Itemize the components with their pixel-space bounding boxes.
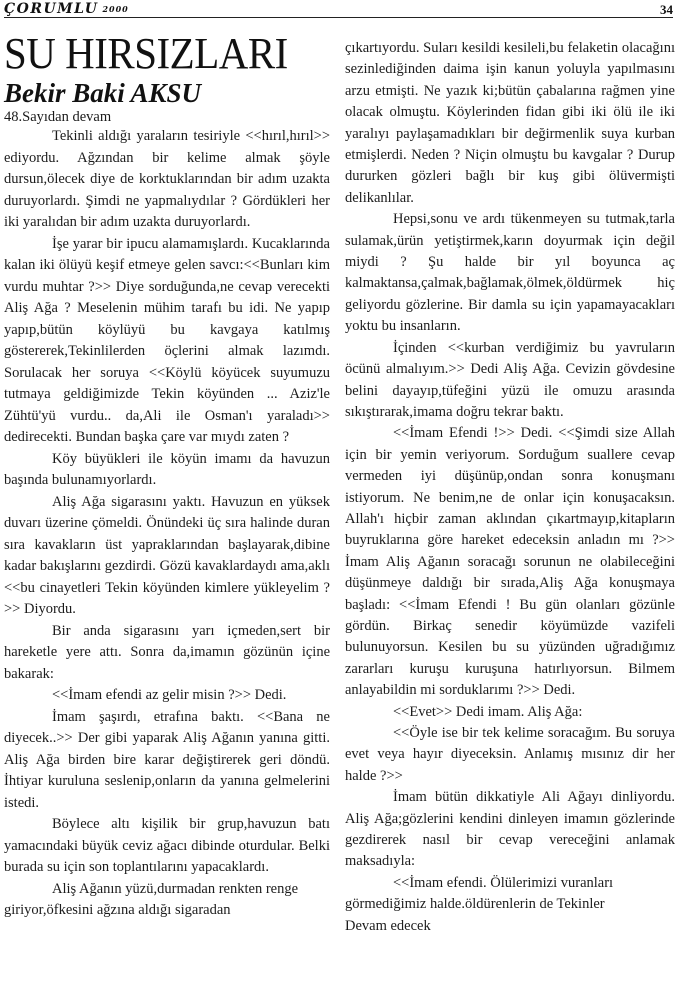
paragraph: İmam şaşırdı, etrafına baktı. <<Bana ne diyecek..>> Der gibi yaparak Aliş Ağanın yanına gitti. Aliş Ağa birden bire karar değiştirerek geri döndü. İhtiyar kuruluna seslenip,onların da yanına gelmelerini istedi. [4,708,330,811]
paragraph: İçinden <<kurban verdiğimiz bu yavruların öcünü almalıyım.>> Dedi Aliş Ağa. Cevizin gövdesine belini dayayıp,tüfeğini yüzü ile omuzu arasında sıkıştırarak,imama doğru tekrar baktı. [345,339,675,420]
paragraph: İşe yarar bir ipucu alamamışlardı. Kucaklarında kalan iki ölüyü keşif etmeye gelen savcı:<<Bunları kim vurdu muhtar ?>> Diye sorduğunda,ne cevap verecekti Aliş Ağa ? Meselenin mühim tarafı bu idi. Ne yapıp yapıp,bütün köylüyü bu kavgaya katılmış göstererek,Tekinlilerden öçlerini almak lazımdı. Sorulacak her soruya <<Köylü köyücek suyumuzu tutmaya geldiğimizde Tekin köyünden ... Aziz'le Zühtü'yü vurdu.. da,Ali ile Osman'ı yaraladı>> dedirecekti. Bundan başka çare var mıydı zaten ? [4,235,330,445]
paragraph: <<İmam efendi az gelir misin ?>> Dedi. [52,687,287,703]
paragraph: Aliş Ağanın yüzü,durmadan renkten renge giriyor,öfkesini ağzına aldığı sigaradan [4,880,299,918]
right-column [345,38,675,937]
paragraph: <<İmam efendi. Ölülerimizi vuranları görmediğimiz halde.öldürenlerin de Tekinler [345,874,614,913]
page-header [4,0,673,19]
header-rule [4,17,673,18]
paragraph: Köy büyükleri ile köyün imamı da havuzun başında bulunamıyorlardı. [4,450,330,488]
paragraph: çıkartıyordu. Suları kesildi kesileli,bu felaketin olacağını sezinlediğinden daima işin kanun yoluyla yapılmasını arzu etmişti. Ne yazık ki;bütün çabalarına rağmen yine olacak olmuştu. Köylerinden fidan gibi iki ölü ile iki yaralıyı paylaşamadıkları bir değirmenlik suya kurban etmişlerdi. Neden ? Niçin olmuştu bu kavgalar ? Durup dururken gözleri bağlı bir kuş gibi ölüvermişti delikanlılar. [345,40,675,206]
to-be-continued: Devam edecek [345,917,431,934]
paragraph: Hepsi,sonu ve ardı tükenmeyen su tutmak,tarla sulamak,ürün yetiştirmek,karın doyurmak için değil miydi ? Şu halde bir yıl boyunca aç kalmaktansa,çalmak,bağlamak,ölmek,öldürmek hiç geliyordu gözlerine. Bir damla su için yapamayacakları yoktu bu insanların. [345,211,675,335]
article-title: SU HIRSIZLARI [4,29,288,78]
paragraph: Aliş Ağa sigarasını yaktı. Havuzun en yüksek duvarı üzerine çömeldi. Önündeki üç sıra halinde duran sıra kavakların üst yapraklarından başlayarak,dibine kadar bakışlarını gezdirdi. Gözü kavaklardaydı ama,aklı <<bu cinayetleri Tekin köyünden kimlere yükleyelim ?>> Diyordu. [4,493,330,617]
paragraph: <<İmam Efendi !>> Dedi. <<Şimdi size Allah için bir yemin veriyorum. Sorduğum suallere cevap vermeden iyi düşünüp,ondan sonra konuşmanı istiyorum. Ne benim,ne de onlar için konuşacaksın. Allah'ı hiçbir zaman aklından çıkartmayıp,kitapların buyruklarına göre hareket edeceksin anladın mı ?>> İmam Aliş Ağanın soracağı sorunun ne olabileceğini düşünmeye daldığı bir sırada,Aliş Ağa konuşmaya başladı: <<İmam Efendi ! Bu gün olanları gözünle gördün. Birkaç senedir köyümüzde vazifeli bulunuyorsun. Kesilen bu su yüzünden uğradığımız zararları kuruşu kuruşuna hatırlıyorsun. Bilmem anlayabildin mi sorduklarımı ?>> Dedi. [345,425,675,699]
magazine-logo [4,1,129,17]
article-author: Bekir Baki AKSU [4,78,202,108]
paragraph: Bir anda sigarasını yarı içmeden,sert bir hareketle yere attı. Sonra da,imamın gözünün içine bakarak: [4,622,330,682]
left-column [4,29,330,922]
paragraph: <<Öyle ise bir tek kelime soracağım. Bu soruya evet veya hayır diyeceksin. Anlamış mısınız dir her halde ?>> [345,725,675,784]
page-number: 34 [660,2,673,17]
logo-text: ÇORUMLU [4,1,99,17]
paragraph: Böylece altı kişilik bir grup,havuzun batı yamacındaki büyük ceviz ağacı dibinde oturdular. Belki burada su için son toplantılarını yapacaklardı. [4,816,330,875]
continuation-note: 48.Sayıdan devam [4,109,112,125]
paragraph: İmam bütün dikkatiyle Ali Ağayı dinliyordu. Aliş Ağa;gözlerini kendini dinleyen imamın gözlerinde gezdirerek nasıl bir cevap vereceğini anlamak maksadıyla: [345,789,675,870]
paragraph: Tekinli aldığı yaraların tesiriyle <<hırıl,hırıl>> ediyordu. Ağzından bir kelime almak şöyle dursun,ölecek diye de korktuklarından bir adım uzakta duruyorlardı. Şimdi ne yapmalıydılar ? Gördükleri her iki yaralıdan bir adım uzakta duruyorlardı. [4,128,330,230]
logo-year: 2000 [102,4,129,14]
paragraph: <<Evet>> Dedi imam. Aliş Ağa: [393,703,583,720]
